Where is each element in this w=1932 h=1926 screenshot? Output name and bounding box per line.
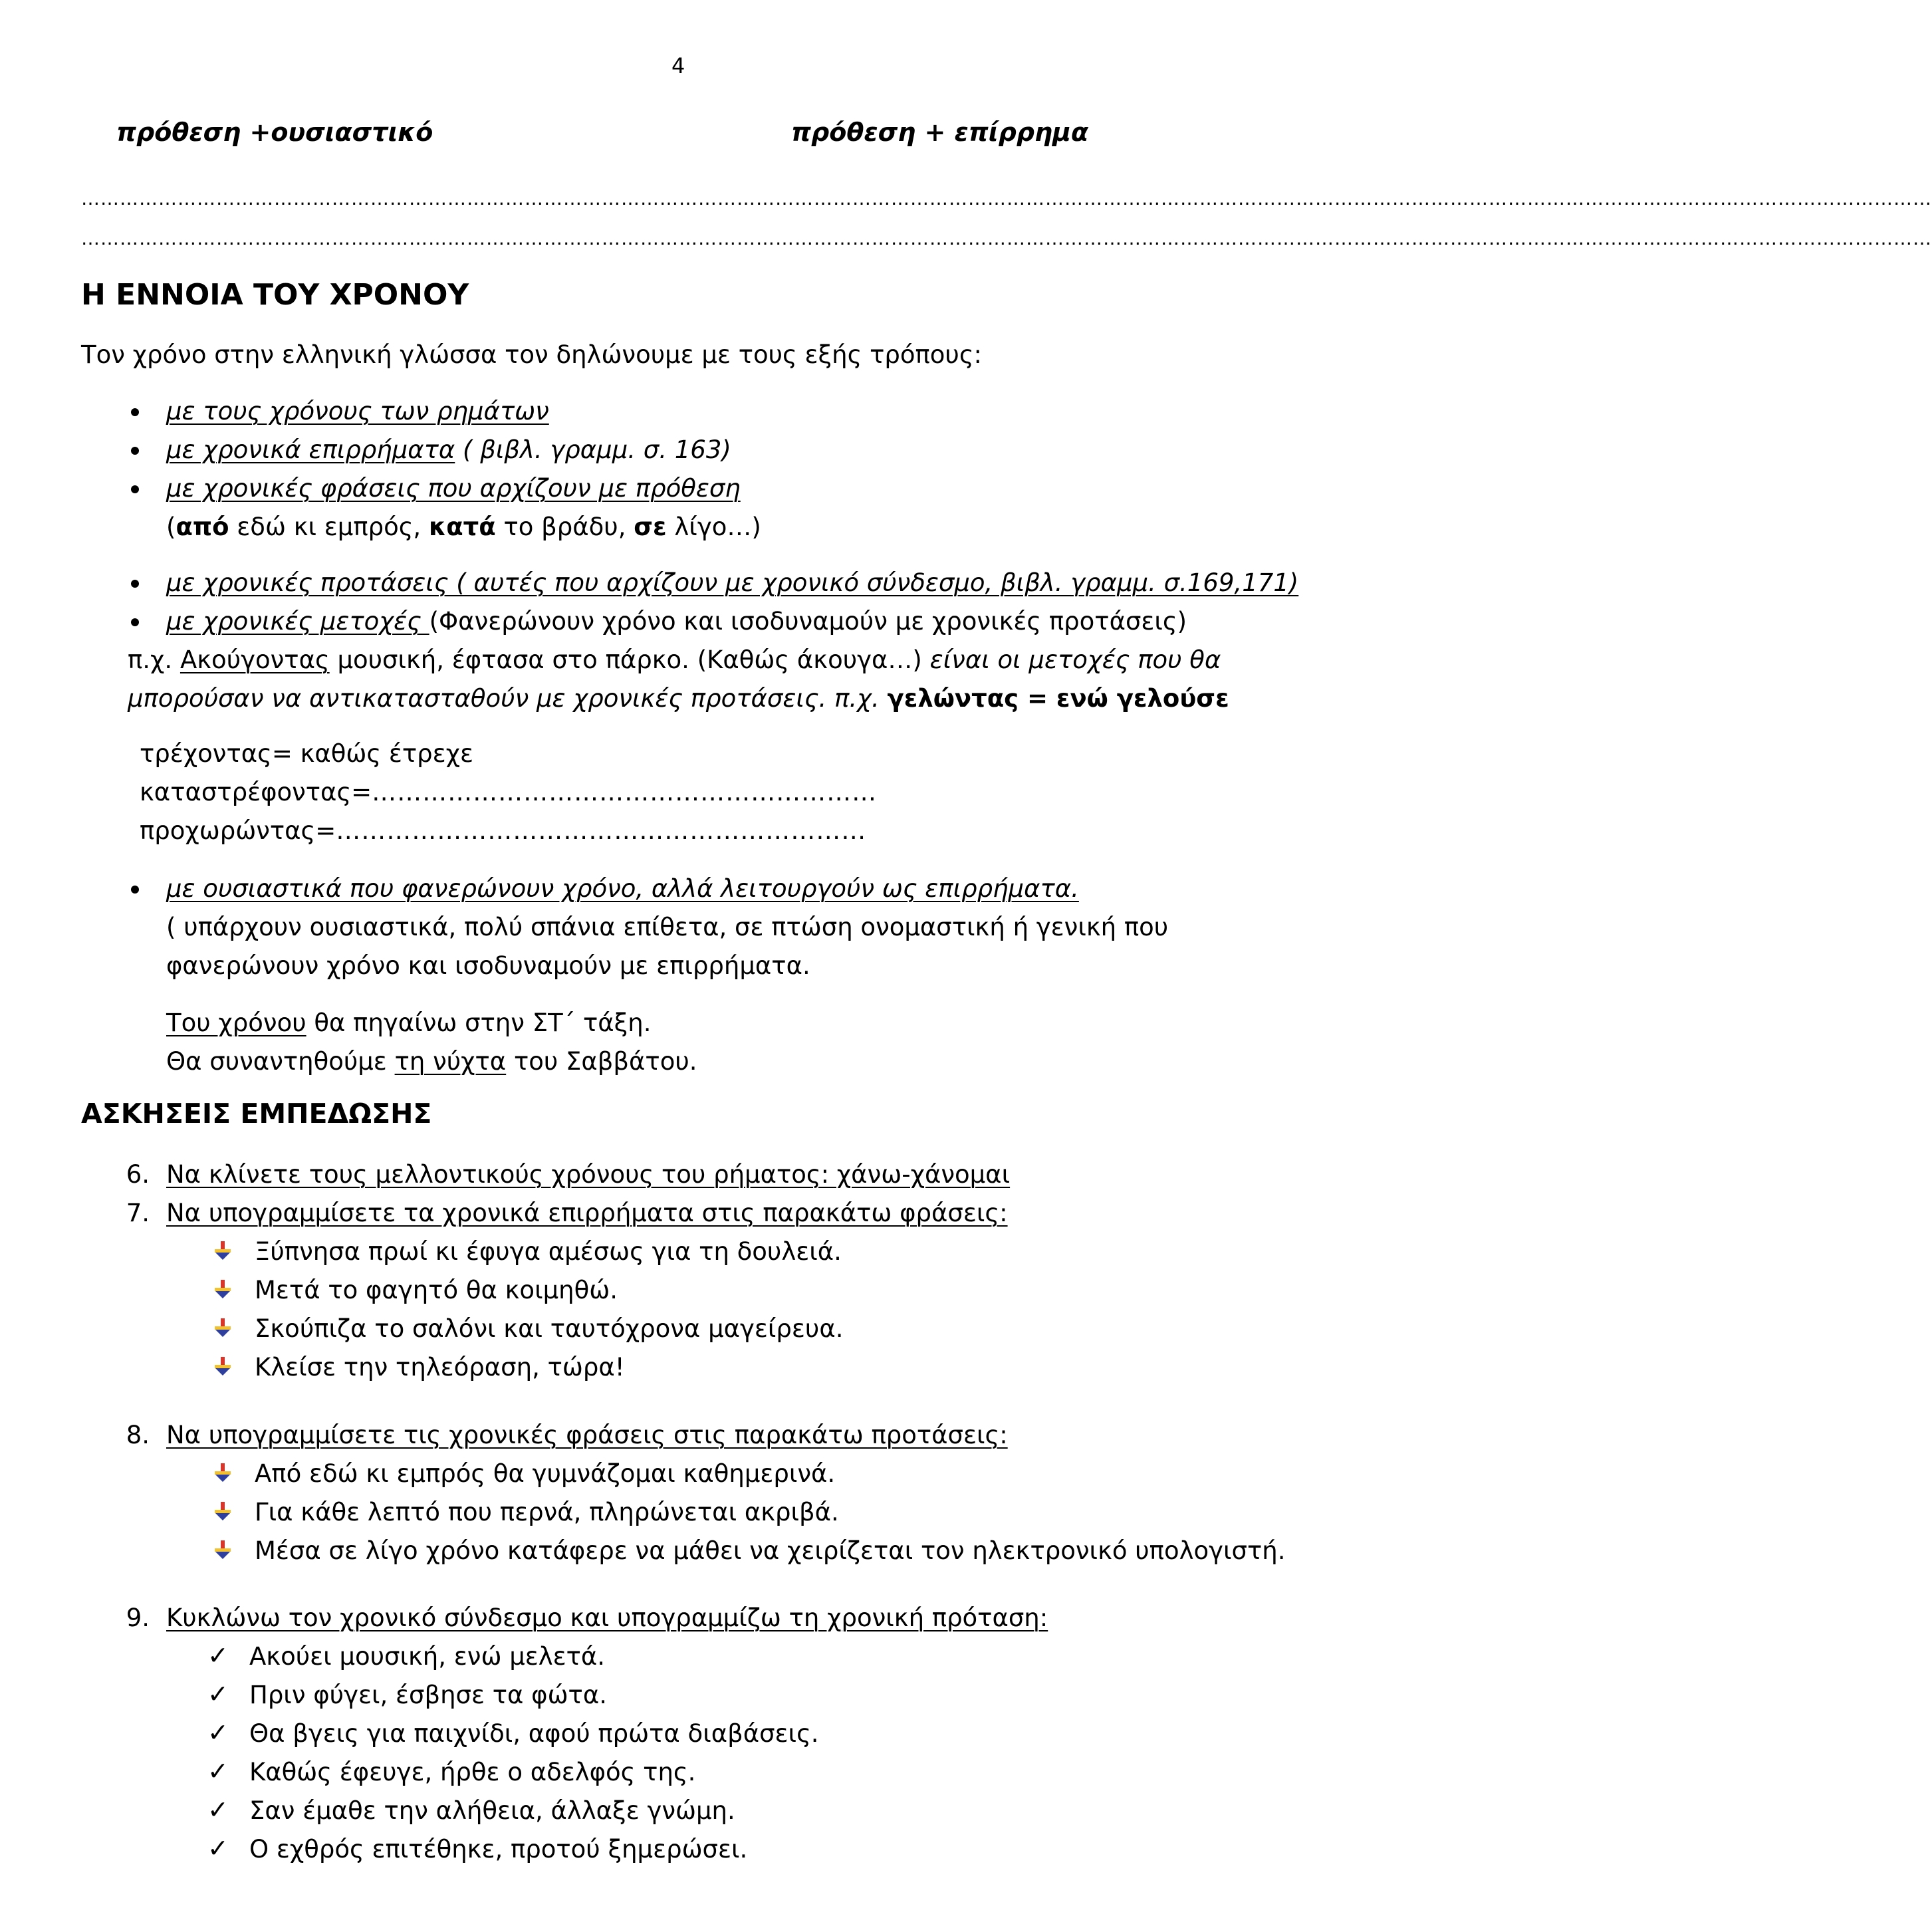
- checkmark-icon: ✓: [207, 1679, 229, 1709]
- exercise-sentence: Καθώς έφευγε, ήρθε ο αδελφός της.: [249, 1758, 696, 1786]
- bullet-continuation-line: [128, 641, 1221, 679]
- arrow-bullet-icon: [213, 1356, 233, 1376]
- text-run: λίγο…): [666, 513, 761, 541]
- exercise-number: 8.: [126, 1421, 150, 1449]
- text-run: με χρονικά επιρρήματα: [166, 435, 455, 464]
- bullet-line: [166, 508, 761, 546]
- exercise-prompt: Να κλίνετε τους μελλοντικούς χρόνους του ρήματος: χάνω-χάνομαι: [166, 1160, 1011, 1189]
- bullet-continuation-line: [128, 679, 1229, 718]
- text-run: θα πηγαίνω στην ΣΤ΄ τάξη.: [306, 1009, 652, 1037]
- exercise-sentence: Ο εχθρός επιτέθηκε, προτού ξημερώσει.: [249, 1835, 748, 1864]
- bullet-line: [166, 602, 1187, 641]
- checkmark-icon: ✓: [207, 1795, 229, 1824]
- exercise-sentence: Ακούει μουσική, ενώ μελετά.: [249, 1642, 606, 1671]
- bullet-line: [166, 908, 1168, 947]
- text-run: μπορούσαν να αντικατασταθούν με χρονικές προτάσεις. π.χ.: [128, 684, 888, 713]
- page-number: 4: [671, 53, 685, 78]
- exercise-prompt: Να υπογραμμίσετε τα χρονικά επιρρήματα στις παρακάτω φράσεις:: [166, 1199, 1008, 1227]
- text-run: Του χρόνου: [166, 1009, 306, 1037]
- example-sentence: [166, 1004, 651, 1042]
- bullet-line: [166, 469, 741, 508]
- arrow-bullet-icon: [213, 1318, 233, 1338]
- arrow-bullet-icon: [213, 1540, 233, 1560]
- bullet-dot-icon: [131, 408, 139, 416]
- text-run: τη νύχτα: [394, 1047, 507, 1076]
- participle-example-1: τρέχοντας= καθώς έτρεχε: [140, 739, 474, 768]
- exercise-sentence: Από εδώ κι εμπρός θα γυμνάζομαι καθημερινά.: [255, 1459, 836, 1488]
- exercise-prompt: Να υπογραμμίσετε τις χρονικές φράσεις στις παρακάτω προτάσεις:: [166, 1421, 1008, 1449]
- text-run: (Φανερώνουν χρόνο και ισοδυναμούν με χρονικές προτάσεις): [429, 607, 1187, 636]
- exercise-sentence: Μέσα σε λίγο χρόνο κατάφερε να μάθει να χειρίζεται τον ηλεκτρονικό υπολογιστή.: [255, 1536, 1286, 1565]
- checkmark-icon: ✓: [207, 1641, 229, 1670]
- participle-example-2: καταστρέφοντας=……………………………………………………: [140, 778, 878, 806]
- text-run: φανερώνουν χρόνο και ισοδυναμούν με επιρρήματα.: [166, 951, 810, 980]
- arrow-bullet-icon: [213, 1241, 233, 1261]
- text-run: μουσική, έφτασα στο πάρκο. (Καθώς άκουγα…): [329, 646, 930, 674]
- exercise-sentence: Σκούπιζα το σαλόνι και ταυτόχρονα μαγείρευα.: [255, 1314, 844, 1343]
- label-preposition-noun: πρόθεση +ουσιαστικό: [116, 118, 433, 147]
- text-run: Ακούγοντας: [180, 646, 330, 674]
- intro-sentence: Τον χρόνο στην ελληνική γλώσσα τον δηλώνουμε με τους εξής τρόπους:: [81, 340, 982, 369]
- exercise-prompt: Κυκλώνω τον χρονικό σύνδεσμο και υπογραμμίζω τη χρονική πρόταση:: [166, 1604, 1048, 1632]
- arrow-bullet-icon: [213, 1279, 233, 1299]
- exercise-number: 9.: [126, 1604, 150, 1632]
- text-run: (: [166, 513, 176, 541]
- exercise-sentence: Θα βγεις για παιχνίδι, αφού πρώτα διαβάσεις.: [249, 1719, 819, 1748]
- exercise-number: 6.: [126, 1160, 150, 1189]
- text-run: το βράδυ,: [495, 513, 634, 541]
- checkmark-icon: ✓: [207, 1834, 229, 1863]
- checkmark-icon: ✓: [207, 1756, 229, 1786]
- bullet-line: [166, 431, 731, 469]
- checkmark-icon: ✓: [207, 1718, 229, 1747]
- section-title-time: Η ΕΝΝΟΙΑ ΤΟΥ ΧΡΟΝΟΥ: [81, 278, 469, 312]
- bullet-dot-icon: [131, 886, 139, 894]
- bullet-dot-icon: [131, 618, 139, 626]
- section-title-exercises: ΑΣΚΗΣΕΙΣ ΕΜΠΕΔΩΣΗΣ: [81, 1098, 432, 1130]
- text-run: κατά: [428, 513, 496, 541]
- example-sentence: [166, 1042, 697, 1081]
- exercise-sentence: Σαν έμαθε την αλήθεια, άλλαξε γνώμη.: [249, 1796, 735, 1825]
- bullet-dot-icon: [131, 447, 139, 455]
- text-run: του Σαββάτου.: [506, 1047, 697, 1076]
- text-run: γελώντας = ενώ γελούσε: [887, 684, 1229, 713]
- exercise-sentence: Μετά το φαγητό θα κοιμηθώ.: [255, 1276, 618, 1304]
- bullet-line: [166, 947, 810, 985]
- bullet-dot-icon: [131, 485, 139, 493]
- participle-example-3: προχωρώντας=………………………………………………………: [140, 816, 867, 845]
- text-run: με χρονικές φράσεις που αρχίζουν με πρόθεση: [166, 474, 741, 503]
- exercise-number: 7.: [126, 1199, 150, 1227]
- answer-line-2: ………………………………………………………………………………………………………………………………………………………………………………………………………………………………………………………………: [81, 227, 1932, 249]
- text-run: Θα συναντηθούμε: [166, 1047, 395, 1076]
- arrow-bullet-icon: [213, 1501, 233, 1521]
- exercise-sentence: Ξύπνησα πρωί κι έφυγα αμέσως για τη δουλειά.: [255, 1237, 842, 1266]
- bullet-line: [166, 870, 1079, 908]
- text-run: με χρονικές μετοχές: [166, 607, 429, 636]
- arrow-bullet-icon: [213, 1463, 233, 1483]
- text-run: είναι οι μετοχές που θα: [929, 646, 1221, 674]
- text-run: ( υπάρχουν ουσιαστικά, πολύ σπάνια επίθετα, σε πτώση ονομαστική ή γενική που: [166, 913, 1169, 941]
- text-run: εδώ κι εμπρός,: [229, 513, 429, 541]
- exercise-sentence: Κλείσε την τηλεόραση, τώρα!: [255, 1353, 625, 1382]
- text-run: με ουσιαστικά που φανερώνουν χρόνο, αλλά λειτουργούν ως επιρρήματα.: [166, 874, 1079, 903]
- exercise-sentence: Για κάθε λεπτό που περνά, πληρώνεται ακριβά.: [255, 1498, 839, 1526]
- text-run: με τους χρόνους των ρημάτων: [166, 397, 549, 425]
- text-run: σε: [634, 513, 667, 541]
- text-run: με χρονικές προτάσεις ( αυτές που αρχίζουν με χρονικό σύνδεσμο, βιβλ. γραμμ. σ.169,171): [166, 568, 1299, 597]
- exercise-sentence: Πριν φύγει, έσβησε τα φώτα.: [249, 1681, 607, 1709]
- bullet-dot-icon: [131, 580, 139, 588]
- text-run: π.χ.: [128, 646, 180, 674]
- bullet-line: [166, 392, 549, 431]
- label-preposition-adverb: πρόθεση + επίρρημα: [791, 118, 1089, 147]
- answer-line-1: ………………………………………………………………………………………………………………………………………………………………………………………………………………………………………………………………: [81, 187, 1932, 209]
- text-run: ( βιβλ. γραμμ. σ. 163): [455, 435, 731, 464]
- text-run: από: [176, 513, 229, 541]
- bullet-line: [166, 564, 1298, 602]
